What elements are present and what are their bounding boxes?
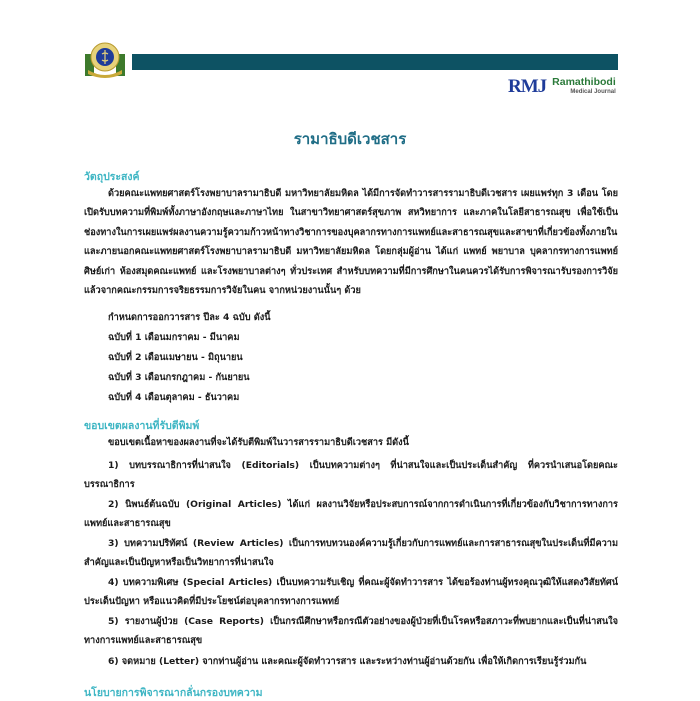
- issue-item: ฉบับที่ 4 เดือนตุลาคม - ธันวาคม: [108, 392, 240, 403]
- issue-item: ฉบับที่ 1 เดือนมกราคม - มีนาคม: [108, 332, 240, 343]
- schedule-intro: กำหนดการออกวารสาร ปีละ 4 ฉบับ ดังนี้: [108, 312, 271, 323]
- section-heading-policy: นโยบายการพิจารณากลั่นกรองบทความ: [84, 687, 263, 699]
- university-seal-icon: [84, 40, 126, 78]
- page-title: รามาธิบดีเวชสาร: [293, 130, 407, 148]
- objectives-paragraph: ด้วยคณะแพทยศาสตร์โรงพยาบาลรามาธิบดี มหาวิทยาลัยมหิดล ได้มีการจัดทำวารสารรามาธิบดีเวชสาร เผยแพร่ทุก 3 เดือน โดยเปิดรับบทความที่พิมพ์ทั้งภาษาอังกฤษและภาษาไทย ในสาขาวิทยาศาสตร์สุขภาพ สหวิทยาการ และภาคในโลยีสาธารณสุข เพื่อใช้เป็นช่องทางในการเผยแพร่ผลงานความรู้ความก้าวหน้าทางวิชาการของบุคลากรทางการแพทย์และสาธารณสุขและสาขาที่เกี่ยวข้องทั้งภายในและภายนอกคณะแพทยศาสตร์โรงพยาบาลรามาธิบดี มหาวิทยาลัยมหิดล โดยกลุ่มผู้อ่าน ได้แก่ แพทย์ พยาบาล บุคลากรทางการแพทย์ ศิษย์เก่า ห้องสมุดคณะแพทย์ และโรงพยาบาลต่างๆ ทั่วประเทศ สำหรับบทความที่มีการศึกษาในคนควรได้รับการพิจารณารับรองการวิจัยแล้วจากคณะกรรมการจริยธรรมการวิจัยในคน จากหน่วยงานนั้นๆ ด้วย: [84, 188, 618, 297]
- header-banner: [132, 54, 618, 70]
- issue-item: ฉบับที่ 2 เดือนเมษายน - มิถุนายน: [108, 352, 243, 363]
- section-heading-scope: ขอบเขตผลงานที่รับตีพิมพ์: [84, 420, 200, 432]
- scope-item: 6) จดหมาย (Letter) จากท่านผู้อ่าน และคณะผู้จัดทำวารสาร และระหว่างท่านผู้อ่านด้วยกัน เพื่อให้เกิดการเรียนรู้ร่วมกัน: [108, 656, 587, 667]
- journal-subtitle: Medical Journal: [570, 89, 616, 95]
- scope-item: 1) บทบรรณาธิการที่น่าสนใจ (Editorials) เป็นบทความต่างๆ ที่น่าสนใจและเป็นประเด็นสำคัญ ที่ควรนำเสนอโดยคณะบรรณาธิการ: [84, 460, 618, 491]
- issue-item: ฉบับที่ 3 เดือนกรกฎาคม - กันยายน: [108, 372, 250, 383]
- section-heading-objectives: วัตถุประสงค์: [84, 171, 140, 183]
- journal-abbrev: RMJ: [508, 76, 547, 97]
- scope-item: 4) บทความพิเศษ (Special Articles) เป็นบทความรับเชิญ ที่คณะผู้จัดทำวารสาร ได้ขอร้องท่านผู้ทรงคุณวุฒิให้แสดงวิสัยทัศน์ ประเด็นปัญหา หรือแนวคิดที่มีประโยชน์ต่อบุคลากรทางการแพทย์: [84, 577, 618, 608]
- scope-item: 3) บทความปริทัศน์ (Review Articles) เป็นการทบทวนองค์ความรู้เกี่ยวกับการแพทย์และการสาธารณสุขในประเด็นที่มีความสำคัญและเป็นปัญหาหรือเป็นวิทยาการที่น่าสนใจ: [84, 538, 618, 569]
- scope-item: 5) รายงานผู้ป่วย (Case Reports) เป็นกรณีศึกษาหรือกรณีตัวอย่างของผู้ป่วยที่เป็นโรคหรือสภาวะที่พบยากและเป็นที่น่าสนใจทางการแพทย์และสาธารณสุข: [84, 616, 618, 647]
- journal-name: Ramathibodi: [552, 76, 616, 88]
- journal-logo: [508, 77, 616, 97]
- scope-item: 2) นิพนธ์ต้นฉบับ (Original Articles) ได้แก่ ผลงานวิจัยหรือประสบการณ์จากการดำเนินการที่เกี่ยวข้องกับวิชาการทางการแพทย์และสาธารณสุข: [84, 499, 618, 530]
- scope-intro: ขอบเขตเนื้อหาของผลงานที่จะได้รับตีพิมพ์ในวารสารรามาธิบดีเวชสาร มีดังนี้: [108, 437, 409, 448]
